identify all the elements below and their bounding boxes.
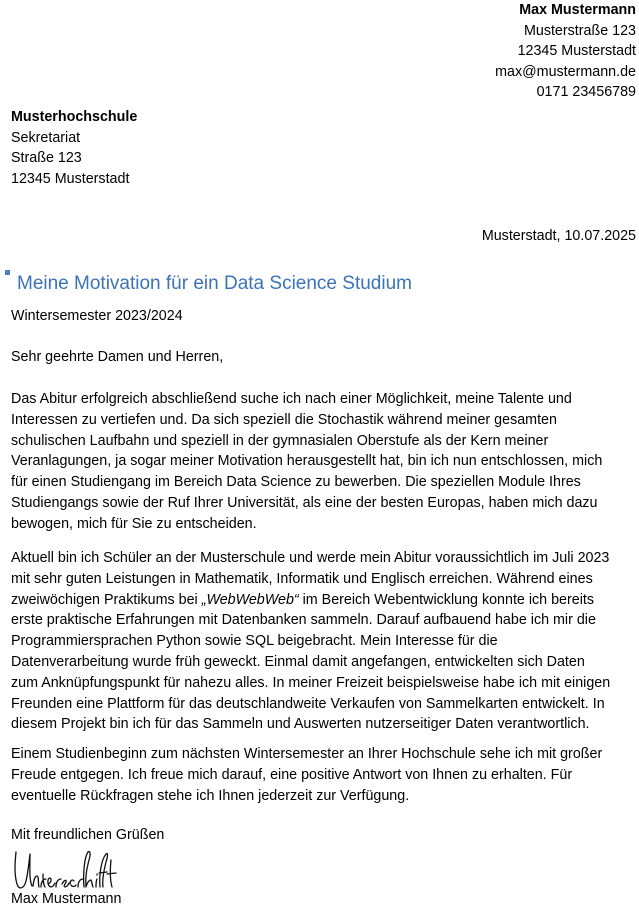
paragraph-line: erste praktische Erfahrungen mit Datenbanken sammeln. Darauf aufbauend habe ich mir die — [11, 612, 596, 629]
letter-title: Meine Motivation für ein Data Science Studium — [17, 273, 412, 294]
letter-date: Musterstadt, 10.07.2025 — [481, 228, 636, 244]
sender-street: Musterstraße 123 — [523, 22, 636, 39]
paragraph-text: im Bereich Webentwicklung konnte ich bereits — [298, 591, 595, 608]
recipient-address-block — [11, 107, 137, 189]
recipient-institution: Musterhochschule — [11, 109, 138, 125]
paragraph-2 — [11, 548, 637, 735]
paragraph-line: schulischen Laufbahn und speziell in der gymnasialen Oberstufe als der Kern meiner — [11, 432, 549, 449]
paragraph-line: Programmiersprachen Python sowie SQL beigebracht. Mein Interesse für die — [11, 633, 498, 650]
paragraph-line: Freunden eine Plattform für das deutschlandweite Verkaufen von Sammelkarten entwickelt. In — [11, 695, 605, 712]
paragraph-line: Veranlagungen, ja sogar meiner Motivation herausgestellt hat, bin ich nun entschlossen, mich — [11, 453, 603, 470]
paragraph-3 — [11, 744, 637, 806]
salutation: Sehr geehrte Damen und Herren, — [11, 349, 224, 365]
paragraph-text: zweiwöchigen Praktikums bei — [11, 591, 202, 608]
paragraph-line — [11, 590, 637, 611]
paragraph-line: Datenverarbeitung wurde früh geweckt. Einmal damit angefangen, entwickelten sich Daten — [11, 653, 585, 670]
handwritten-signature — [10, 846, 132, 894]
signature-name: Max Mustermann — [11, 891, 122, 907]
paragraph-line: Studiengangs sowie der Ruf Ihrer Universität, als eine der besten Europas, haben mich dazu — [11, 494, 598, 511]
paragraph-line: Einem Studienbeginn zum nächsten Wintersemester an Ihrer Hochschule sehe ich mit großer — [11, 746, 603, 762]
sender-name: Max Mustermann — [519, 2, 636, 18]
paragraph-line: eventuelle Rückfragen stehe ich Ihnen jederzeit zur Verfügung. — [11, 787, 410, 804]
paragraph-1 — [11, 389, 637, 535]
recipient-department: Sekretariat — [11, 129, 81, 146]
company-name: „WebWebWeb“ — [201, 591, 299, 608]
sender-city: 12345 Musterstadt — [517, 43, 636, 59]
recipient-street: Straße 123 — [11, 150, 82, 166]
paragraph-line: mit sehr guten Leistungen in Mathematik, Informatik und Englisch erreichen. Während eines — [11, 570, 593, 587]
letter-subtitle: Wintersemester 2023/2024 — [11, 308, 183, 324]
paragraph-line: diesem Projekt bin ich für das Sammeln und Auswerten nutzerseitiger Daten verantwortlich. — [11, 716, 590, 733]
heading-marker — [5, 270, 10, 275]
paragraph-line: Interessen zu vertiefen und. Da sich speziell die Stochastik während meiner gesamten — [11, 411, 557, 428]
paragraph-line: Das Abitur erfolgreich abschließend suche ich nach einer Möglichkeit, meine Talente und — [11, 391, 572, 407]
sender-email: max@mustermann.de — [495, 63, 636, 80]
paragraph-line: für einen Studiengang im Bereich Data Science zu bewerben. Die speziellen Module Ihres — [11, 474, 581, 491]
paragraph-line: zum Anknüpfungspunkt für nahezu alles. In meiner Freizeit beispielsweise habe ich mit einigen — [11, 674, 611, 691]
sender-address-block — [495, 0, 636, 103]
closing-phrase: Mit freundlichen Grüßen — [11, 827, 165, 843]
paragraph-line: Freude entgegen. Ich freue mich darauf, eine positive Antwort von Ihnen zu erhalten. Für — [11, 766, 573, 783]
paragraph-line: bewogen, mich für Sie zu entscheiden. — [11, 515, 257, 532]
recipient-city: 12345 Musterstadt — [11, 170, 130, 187]
sender-phone: 0171 23456789 — [536, 84, 636, 100]
paragraph-line: Aktuell bin ich Schüler an der Musterschule und werde mein Abitur voraussichtlich im Juli 2023 — [11, 550, 610, 566]
